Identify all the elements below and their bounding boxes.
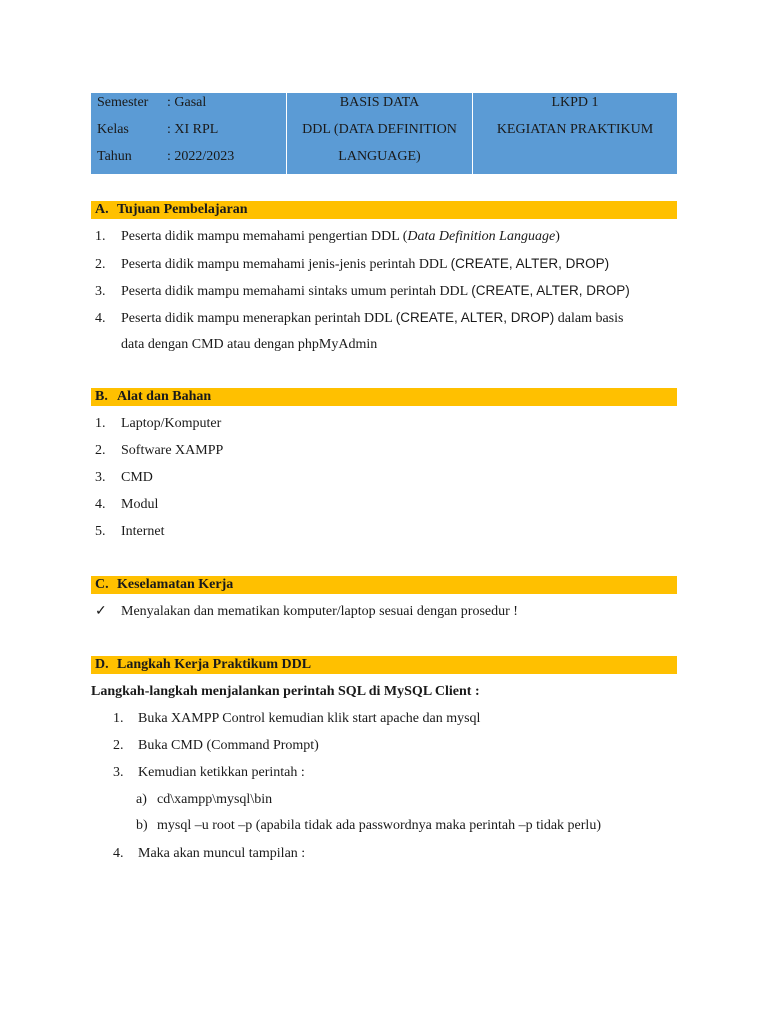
list-item: 1. Laptop/Komputer xyxy=(95,416,222,431)
tahun-value: : 2022/2023 xyxy=(167,149,235,164)
section-b-heading xyxy=(91,388,677,406)
header-subject-cell xyxy=(287,93,473,174)
substep-item: b) mysql –u root –p (apabila tidak ada passwordnya maka perintah –p tidak perlu) xyxy=(136,818,601,833)
substep-item: a) cd\xampp\mysql\bin xyxy=(136,792,273,807)
semester-value: : Gasal xyxy=(167,95,207,110)
semester-label: Semester xyxy=(97,95,149,110)
list-item: 4. Peserta didik mampu menerapkan perintah DDL (CREATE, ALTER, DROP) dalam basis xyxy=(95,310,624,326)
section-c-letter: C. xyxy=(95,577,109,592)
section-d-heading xyxy=(91,656,677,674)
list-item: 2. Peserta didik mampu memahami jenis-jenis perintah DDL (CREATE, ALTER, DROP) xyxy=(95,256,610,272)
lkpd-number: LKPD 1 xyxy=(551,95,599,110)
list-item: 3. CMD xyxy=(95,470,153,485)
list-item: 1. Peserta didik mampu memahami pengertian DDL (Data Definition Language) xyxy=(95,229,560,244)
list-item: 4. Modul xyxy=(95,497,159,512)
list-item-continuation: data dengan CMD atau dengan phpMyAdmin xyxy=(121,337,378,352)
section-b-title: Alat dan Bahan xyxy=(117,389,212,404)
checkmark-icon: ✓ xyxy=(95,604,107,619)
section-c-heading xyxy=(91,576,677,594)
kelas-value: : XI RPL xyxy=(167,122,219,137)
step-item: 1. Buka XAMPP Control kemudian klik start apache dan mysql xyxy=(113,711,481,726)
header-table xyxy=(91,93,677,174)
section-b-letter: B. xyxy=(95,389,108,404)
section-a-heading xyxy=(91,201,677,219)
list-item: ✓ Menyalakan dan mematikan komputer/laptop sesuai dengan prosedur ! xyxy=(95,604,518,619)
section-d-title: Langkah Kerja Praktikum DDL xyxy=(117,657,312,672)
section-a-letter: A. xyxy=(95,202,109,217)
step-item: 2. Buka CMD (Command Prompt) xyxy=(113,738,319,753)
tahun-label: Tahun xyxy=(97,149,132,164)
section-a-title: Tujuan Pembelajaran xyxy=(117,202,248,217)
header-lkpd-cell xyxy=(473,93,677,174)
list-item: 5. Internet xyxy=(95,524,165,539)
activity-type: KEGIATAN PRAKTIKUM xyxy=(496,122,654,137)
section-d-letter: D. xyxy=(95,657,109,672)
topic-line-1: DDL (DATA DEFINITION xyxy=(302,122,457,137)
list-item: 3. Peserta didik mampu memahami sintaks umum perintah DDL (CREATE, ALTER, DROP) xyxy=(95,283,630,299)
step-item: 3. Kemudian ketikkan perintah : xyxy=(113,765,305,780)
kelas-label: Kelas xyxy=(97,122,129,137)
header-info-cell xyxy=(91,93,287,174)
section-d-subtitle: Langkah-langkah menjalankan perintah SQL di MySQL Client : xyxy=(91,684,480,699)
topic-line-2: LANGUAGE) xyxy=(338,149,421,164)
subject-title: BASIS DATA xyxy=(339,95,420,110)
list-item: 2. Software XAMPP xyxy=(95,443,224,458)
section-c-title: Keselamatan Kerja xyxy=(117,577,234,592)
step-item: 4. Maka akan muncul tampilan : xyxy=(113,846,306,861)
